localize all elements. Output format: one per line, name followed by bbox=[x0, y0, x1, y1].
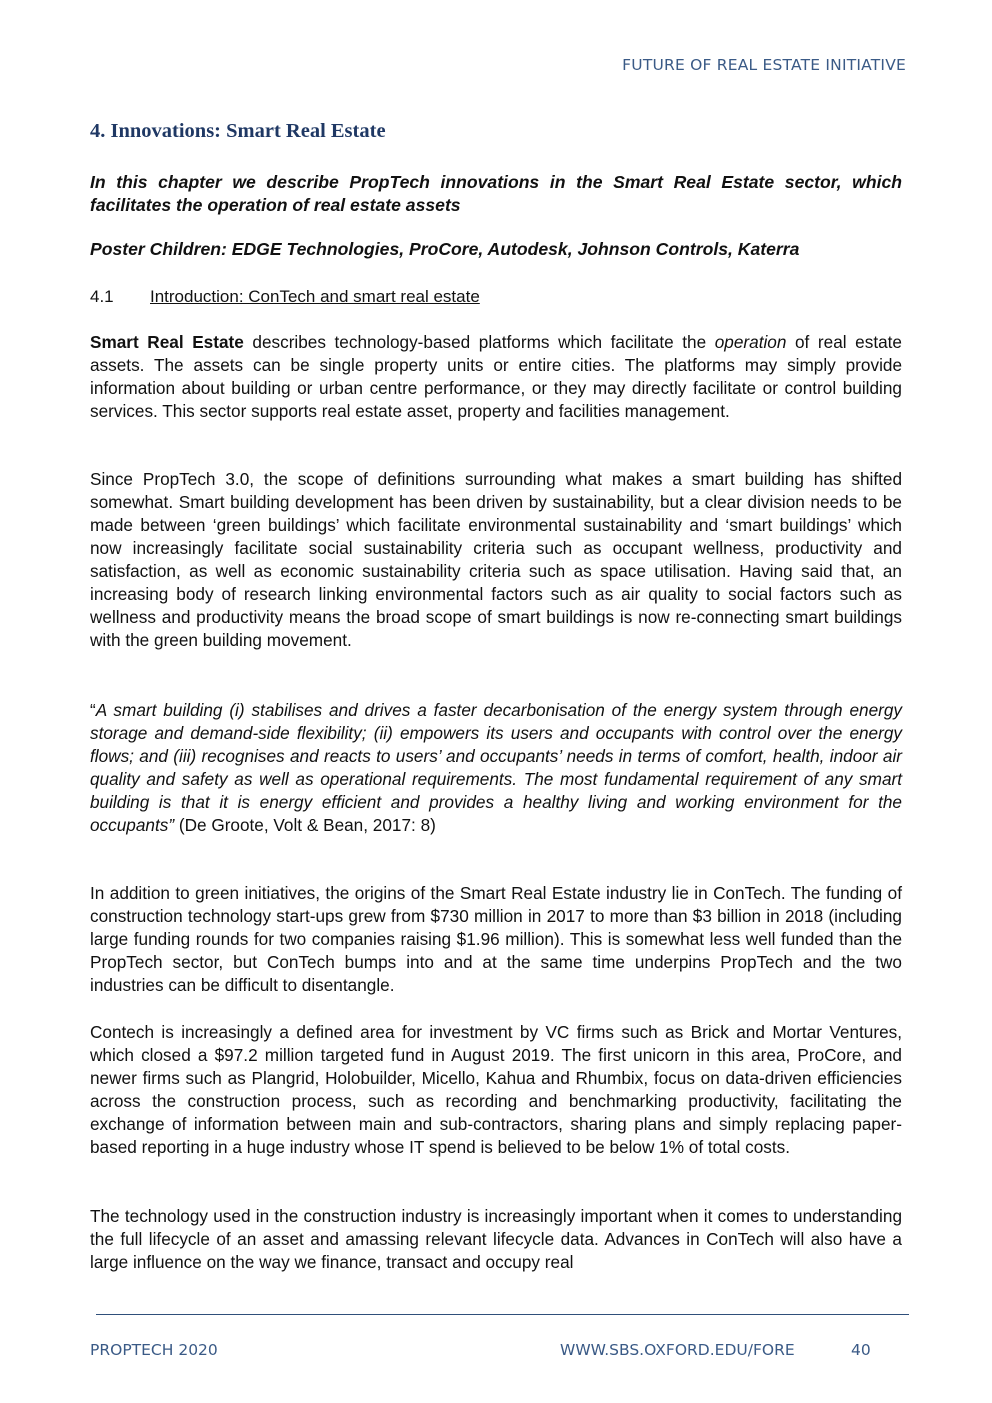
paragraph-quote bbox=[90, 699, 902, 837]
footer-url[interactable]: WWW.SBS.OXFORD.EDU/FORE bbox=[560, 1341, 795, 1359]
paragraph-text: of real estate assets. The assets can be single property units or entire cities. The platforms may simply provide information about building or urban centre performance, or they may directly facilitate or control building services. This sector supports real estate asset, property and facilities management. bbox=[90, 332, 902, 421]
paragraph-text: describes technology-based platforms which facilitate the bbox=[243, 332, 715, 352]
quote-citation: (De Groote, Volt & Bean, 2017: 8) bbox=[174, 815, 436, 835]
section-title: Introduction: ConTech and smart real estate bbox=[150, 287, 480, 306]
paragraph-contech-origins: In addition to green initiatives, the origins of the Smart Real Estate industry lie in ConTech. The funding of construction technology start-ups grew from $730 million in 2017 to more than $3 billion in 2018 (including large funding rounds for two companies raising $1.96 million). This is somewhat less well funded than the PropTech sector, but ConTech bumps into and at the same time underpins PropTech and the two industries can be difficult to disentangle. bbox=[90, 883, 902, 995]
section-number: 4.1 bbox=[90, 287, 114, 306]
quote-text: A smart building (i) stabilises and drives a faster decarbonisation of the energy system through energy storage and demand-side flexibility; (ii) empowers its users and occupants with control over the energy flows; and (iii) recognises and reacts to users’ and occupants’ needs in terms of comfort, health, indoor air quality and safety as well as operational requirements. The most fundamental requirement of any smart building is that it is energy efficient and provides a healthy living and working environment for the occupants” bbox=[90, 700, 902, 835]
open-quote: “ bbox=[90, 700, 96, 720]
page-number: 40 bbox=[851, 1341, 871, 1359]
poster-children: Poster Children: EDGE Technologies, ProCore, Autodesk, Johnson Controls, Katerra bbox=[90, 239, 800, 259]
chapter-lead: In this chapter we describe PropTech innovations in the Smart Real Estate sector, which facilitates the operation of real estate assets bbox=[90, 172, 902, 215]
footer-divider bbox=[96, 1314, 909, 1315]
chapter-title: 4. Innovations: Smart Real Estate bbox=[90, 120, 386, 142]
paragraph-smart-real-estate bbox=[90, 331, 902, 423]
footer-publication: PROPTECH 2020 bbox=[90, 1341, 218, 1359]
term-smart-real-estate: Smart Real Estate bbox=[90, 332, 244, 352]
paragraph-smart-buildings: Since PropTech 3.0, the scope of definitions surrounding what makes a smart building has shifted somewhat. Smart building development has been driven by sustainability, but a clear division needs to be made between ‘green buildings’ which facilitate environmental sustainability and ‘smart buildings’ which now increasingly facilitate social sustainability criteria such as occupant wellness, productivity and satisfaction, as well as economic sustainability criteria such as space utilisation. Having said that, an increasing body of research linking environmental factors such as air quality to social factors such as wellness and productivity means the broad scope of smart buildings is now re-connecting smart buildings with the green building movement. bbox=[90, 469, 902, 650]
section-heading bbox=[90, 285, 480, 308]
paragraph-contech-investment: Contech is increasingly a defined area for investment by VC firms such as Brick and Mortar Ventures, which closed a $97.2 million targeted fund in August 2019. The first unicorn in this area, ProCore, and newer firms such as Plangrid, Holobuilder, Micello, Kahua and Rhumbix, focus on data-driven efficiencies across the construction process, such as recording and benchmarking productivity, facilitating the exchange of information between main and sub-contractors, sharing plans and simply replacing paper-based reporting in a huge industry whose IT spend is believed to be below 1% of total costs. bbox=[90, 1022, 902, 1157]
emphasis-operation: operation bbox=[714, 332, 787, 352]
paragraph-lifecycle: The technology used in the construction industry is increasingly important when it comes to understanding the full lifecycle of an asset and amassing relevant lifecycle data. Advances in ConTech will also have a large influence on the way we finance, transact and occupy real bbox=[90, 1206, 902, 1272]
running-head-title: FUTURE OF REAL ESTATE INITIATIVE bbox=[622, 56, 906, 74]
